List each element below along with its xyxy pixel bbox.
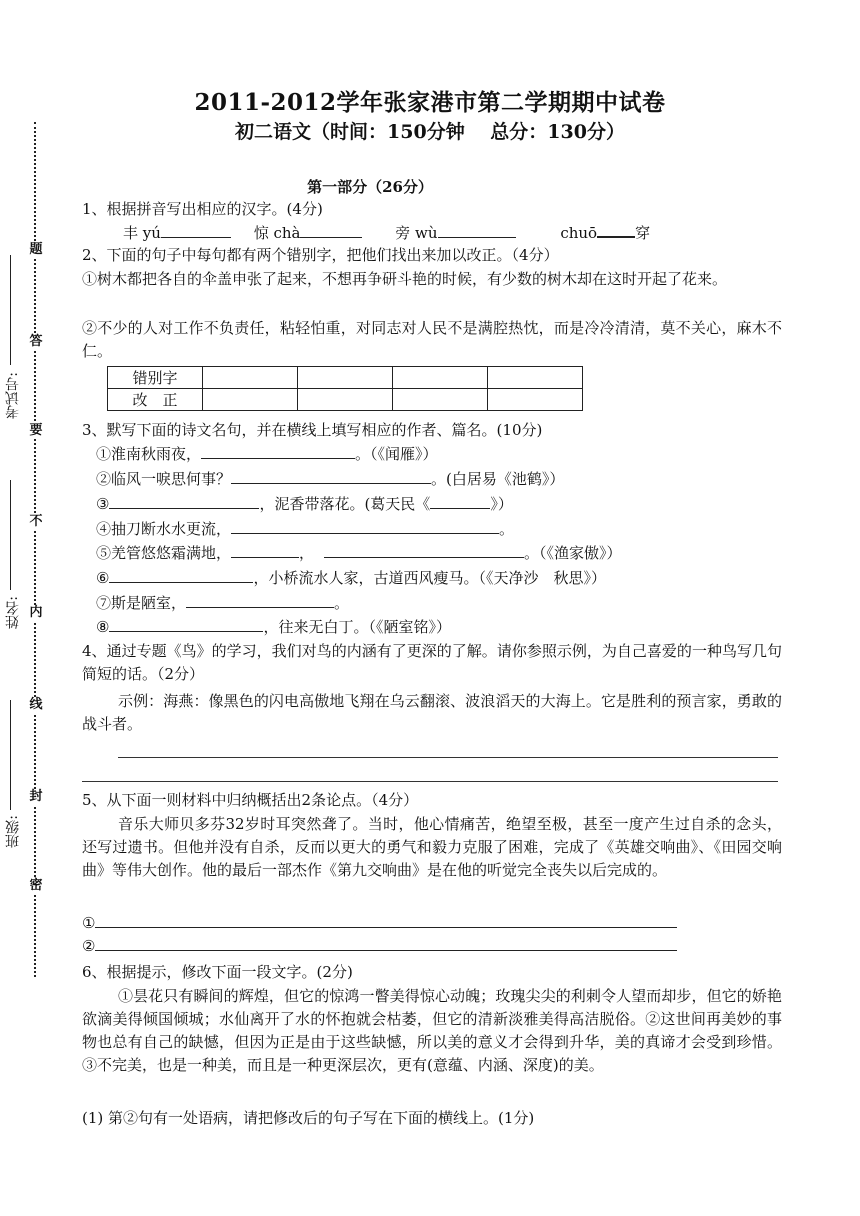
table-cell[interactable]: [298, 389, 393, 411]
table-cell[interactable]: [393, 367, 488, 389]
q1-blank-4[interactable]: [597, 221, 635, 238]
q3-line-1-text: ①淮南秋雨夜，: [96, 445, 202, 463]
table-row: [108, 389, 583, 411]
q2-prompt: 2、下面的句子中每句都有两个错别字，把他们找出来加以改正。（4分）: [82, 246, 559, 264]
seal-char-1: 题: [29, 242, 43, 257]
q3-line-3: [96, 493, 513, 515]
table-cell[interactable]: [393, 389, 488, 411]
q3-line-3-end: 》）: [490, 495, 513, 513]
q1-items: [123, 221, 650, 244]
q3-blank-2[interactable]: [231, 468, 431, 484]
table-cell[interactable]: [488, 389, 583, 411]
seal-char-7: 封: [29, 789, 43, 804]
q3-blank-8[interactable]: [109, 616, 263, 632]
class-line: [10, 700, 11, 810]
q2-sentence-1: ①树木都把各自的伞盖申张了起来，不想再争研斗艳的时候，有少数的树木却在这时开起了花来。: [82, 270, 728, 288]
seal-char-3: 要: [29, 423, 43, 438]
q3-line-1: [96, 443, 438, 465]
table-cell[interactable]: [298, 367, 393, 389]
q1-blank-3[interactable]: [438, 222, 516, 238]
table-cell[interactable]: [488, 367, 583, 389]
q5-answer-2-num: ②: [82, 937, 96, 955]
q1-blank-1[interactable]: [161, 222, 231, 238]
q3-line-8-source: ，往来无白丁。（《陋室铭》）: [263, 618, 451, 636]
q3-line-5-text: ⑤羌管悠悠霜满地，: [96, 544, 232, 562]
q1-item-4-suffix: 穿: [635, 224, 651, 242]
q6-subquestion-1: (1) 第②句有一处语病，请把修改后的句子写在下面的横线上。(1分): [82, 1109, 535, 1127]
q3-line-3-mid: ，泥香带落花。(葛天民《: [259, 495, 431, 513]
class-label: 班级:: [5, 815, 21, 848]
q5-blank-1[interactable]: [95, 912, 677, 928]
q6-prompt: 6、根据提示，修改下面一段文字。(2分): [82, 963, 353, 981]
q1-item-1: 丰 yú: [123, 224, 161, 242]
q3-line-2-text: ②临风一唳思何事？: [96, 470, 232, 488]
name-line: [10, 480, 11, 590]
q3-line-2: [96, 468, 564, 490]
q3-blank-5b[interactable]: [324, 542, 524, 558]
q5-material: 音乐大师贝多芬32岁时耳突然聋了。当时，他心情痛苦，绝望至极，甚至一度产生过自杀的念头，还写过遗书。但他并没有自杀，反而以更大的勇气和毅力克服了困难，完成了《英雄交响曲》、《田园交响曲》等伟大创作。他的最后一部杰作《第九交响曲》是在他的听觉完全丧失以后完成的。: [82, 815, 782, 879]
q3-blank-3b[interactable]: [430, 493, 490, 509]
q3-line-6: [96, 567, 606, 589]
seal-char-8: 密: [29, 878, 43, 893]
table-header-wrong: 错别字: [108, 367, 203, 389]
seal-char-2: 答: [29, 334, 43, 349]
q3-line-3-text: ③: [96, 495, 110, 513]
q3-prompt: 3、默写下面的诗文名句，并在横线上填写相应的作者、篇名。(10分): [82, 421, 543, 439]
q5-answer-1: [82, 912, 677, 934]
part1-heading: 第一部分（26分）: [307, 178, 433, 196]
q4-answer-line-1[interactable]: [118, 757, 778, 758]
q1-item-3: 旁 wù: [395, 224, 438, 242]
q4-answer-line-2[interactable]: [82, 781, 778, 782]
q5-blank-2[interactable]: [95, 935, 677, 951]
q3-line-4-end: 。: [499, 520, 515, 538]
q3-blank-5[interactable]: [231, 542, 299, 558]
q1-item-2: 惊 chà: [253, 224, 301, 242]
q3-blank-3[interactable]: [109, 493, 259, 509]
q3-line-7-end: 。: [334, 594, 350, 612]
table-cell[interactable]: [203, 389, 298, 411]
seal-char-6: 线: [29, 697, 43, 712]
name-label: 姓名:: [5, 596, 21, 629]
q1-prompt: 1、根据拼音写出相应的汉字。(4分): [82, 200, 323, 218]
exam-number-line: [10, 255, 11, 365]
q5-answer-2: [82, 935, 677, 957]
q6-text: ①昙花只有瞬间的辉煌，但它的惊鸿一瞥美得惊心动魄；玫瑰尖尖的利刺令人望而却步，但它的娇艳欲滴美得倾国倾城；水仙离开了水的怀抱就会枯萎，但它的清新淡雅美得高洁脱俗。②这世间再美妙的事物也总有自己的缺憾，但因为正是由于这些缺憾，所以美的意义才会得到升华，美的真谛才会受到珍惜。③不完美，也是一种美，而且是一种更深层次，更有(意蕴、内涵、深度)的美。: [82, 987, 782, 1074]
seal-char-4: 不: [29, 514, 43, 529]
q3-line-6-source: ，小桥流水人家，古道西风瘦马。（《天净沙 秋思》）: [253, 569, 606, 587]
table-header-correct: 改 正: [108, 389, 203, 411]
q5-prompt: 5、从下面一则材料中归纳概括出2条论点。（4分）: [82, 791, 419, 809]
q3-line-7: [96, 592, 349, 614]
q3-line-2-source: 。(白居易《池鹤》）: [431, 470, 565, 488]
q2-sentence-2: ②不少的人对工作不负责任，粘轻怕重，对同志对人民不是满腔热忱，而是冷冷清清，莫不关心，麻木不仁。: [82, 319, 782, 360]
q3-blank-6[interactable]: [109, 567, 253, 583]
q4-example: 示例：海燕：像黑色的闪电高傲地飞翔在乌云翻滚、波浪滔天的大海上。它是胜利的预言家，勇敢的战斗者。: [82, 692, 782, 733]
q3-line-4: [96, 518, 514, 540]
table-cell[interactable]: [203, 367, 298, 389]
exam-number-label: 考试号:: [5, 372, 21, 419]
q3-blank-4[interactable]: [231, 518, 499, 534]
table-row: [108, 367, 583, 389]
q2-correction-table: [107, 366, 583, 411]
q1-blank-2[interactable]: [300, 222, 362, 238]
q3-line-6-text: ⑥: [96, 569, 110, 587]
q4-prompt: 4、通过专题《鸟》的学习，我们对鸟的内涵有了更深的了解。请你参照示例，为自己喜爱的一种鸟写几句简短的话。（2分）: [82, 642, 782, 683]
q3-line-8: [96, 616, 451, 638]
q5-answer-1-num: ①: [82, 914, 96, 932]
q1-item-4: chuō: [560, 224, 598, 242]
q3-line-7-text: ⑦斯是陋室，: [96, 594, 187, 612]
q3-line-5-mid: ，: [299, 544, 315, 562]
exam-title: 2011-2012学年张家港市第二学期期中试卷: [194, 89, 666, 116]
q3-blank-1[interactable]: [201, 443, 355, 459]
seal-char-5: 内: [29, 605, 43, 620]
exam-subtitle: 初二语文（时间：150分钟 总分：130分）: [235, 121, 625, 143]
q3-line-8-text: ⑧: [96, 618, 110, 636]
q3-blank-7[interactable]: [186, 592, 334, 608]
q3-line-5-source: 。（《渔家傲》）: [524, 544, 622, 562]
q3-line-1-source: 。（《闻雁》）: [355, 445, 438, 463]
q3-line-4-text: ④抽刀断水水更流，: [96, 520, 232, 538]
q3-line-5: [96, 542, 622, 564]
